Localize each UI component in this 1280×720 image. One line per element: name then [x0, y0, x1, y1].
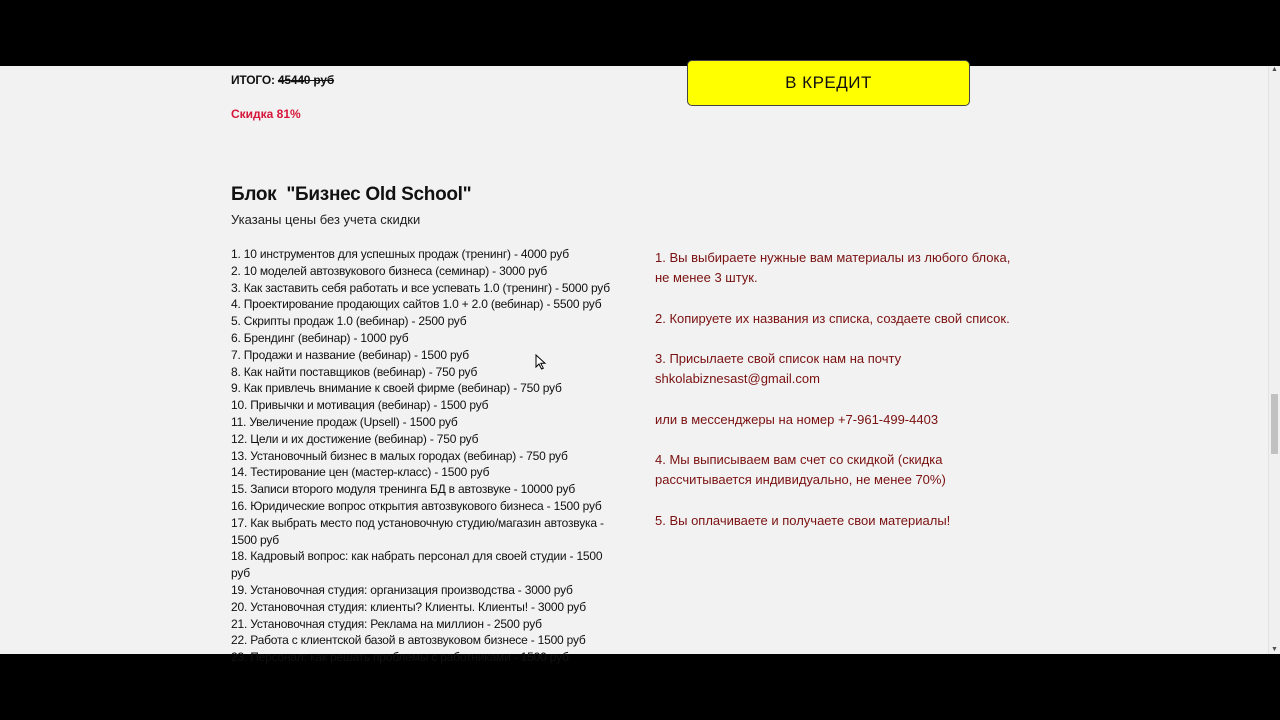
list-item: 18. Кадровый вопрос: как набрать персонал для своей студии - 1500 руб [231, 549, 603, 581]
list-item: 2. 10 моделей автозвукового бизнеса (семинар) - 3000 руб [231, 263, 548, 278]
instruction-step-5: 5. Вы оплачиваете и получаете свои материалы! [655, 512, 951, 528]
list-item: 19. Установочная студия: организация производства - 3000 руб [231, 582, 573, 597]
list-item: 11. Увеличение продаж (Upsell) - 1500 руб [231, 414, 458, 429]
list-item: 7. Продажи и название (вебинар) - 1500 руб [231, 347, 469, 362]
list-item: 22. Работа с клиентской базой в автозвуковом бизнесе - 1500 руб [231, 633, 586, 648]
instruction-step-1: 1. Вы выбираете нужные вам материалы из любого блока, не менее 3 штук. [655, 250, 1011, 286]
contact-messenger: или в мессенджеры на номер +7-961-499-4403 [655, 411, 939, 427]
course-list [231, 246, 611, 666]
list-item: 4. Проектирование продающих сайтов 1.0 + 2.0 (вебинар) - 5500 руб [231, 297, 602, 312]
list-item: 14. Тестирование цен (мастер-класс) - 1500 руб [231, 465, 490, 480]
scrollbar-thumb[interactable] [1271, 394, 1278, 454]
credit-button[interactable]: В КРЕДИТ [687, 60, 970, 106]
page-viewport [0, 66, 1280, 665]
list-item: 10. Привычки и мотивация (вебинар) - 1500 руб [231, 398, 489, 413]
list-item: 3. Как заставить себя работать и все успевать 1.0 (тренинг) - 5000 руб [231, 280, 610, 295]
total-label: ИТОГО: [231, 73, 278, 87]
instruction-step-4: 4. Мы выписываем вам счет со скидкой (скидка рассчитывается индивидуально, не менее 70%) [655, 451, 946, 488]
list-item: 6. Брендинг (вебинар) - 1000 руб [231, 330, 409, 345]
total-old-price: 45440 руб [277, 73, 335, 87]
list-item: 12. Цели и их достижение (вебинар) - 750 руб [231, 431, 479, 446]
total-price [231, 73, 334, 87]
vertical-scrollbar[interactable] [1268, 66, 1280, 654]
list-item: 9. Как привлечь внимание к своей фирме (вебинар) - 750 руб [231, 381, 562, 396]
list-item: 17. Как выбрать место под установочную студию/магазин автозвука - 1500 руб [231, 515, 604, 547]
list-item: 5. Скрипты продаж 1.0 (вебинар) - 2500 руб [231, 314, 467, 329]
instruction-step-2: 2. Копируете их названия из списка, создаете свой список. [655, 310, 1010, 326]
list-item: 8. Как найти поставщиков (вебинар) - 750 руб [231, 364, 478, 379]
instructions [655, 248, 1015, 551]
list-item: 1. 10 инструментов для успешных продаж (тренинг) - 4000 руб [231, 247, 569, 261]
instruction-step-3: 3. Присылаете свой список нам на почту [655, 350, 902, 366]
list-item: 21. Установочная студия: Реклама на миллион - 2500 руб [231, 616, 542, 631]
block-subtitle: Указаны цены без учета скидки [231, 212, 421, 227]
contact-email: shkolabiznesast@gmail.com [655, 371, 820, 387]
list-item: 20. Установочная студия: клиенты? Клиенты. Клиенты! - 3000 руб [231, 599, 586, 614]
block-title: Блок "Бизнес Old School" [231, 184, 472, 205]
list-item: 23. Персонал: как решать проблемы с работниками - 1500 руб [231, 650, 569, 665]
scroll-up-arrow-icon[interactable]: ▲ [1271, 66, 1278, 73]
list-item: 15. Записи второго модуля тренинга БД в автозвуке - 10000 руб [231, 482, 576, 497]
discount-label: Скидка 81% [231, 107, 301, 121]
list-item: 16. Юридические вопрос открытия автозвукового бизнеса - 1500 руб [231, 498, 602, 513]
mouse-cursor-icon [535, 354, 547, 370]
list-item: 13. Установочный бизнес в малых городах (вебинар) - 750 руб [231, 448, 568, 463]
scroll-down-arrow-icon[interactable]: ▼ [1271, 646, 1278, 653]
